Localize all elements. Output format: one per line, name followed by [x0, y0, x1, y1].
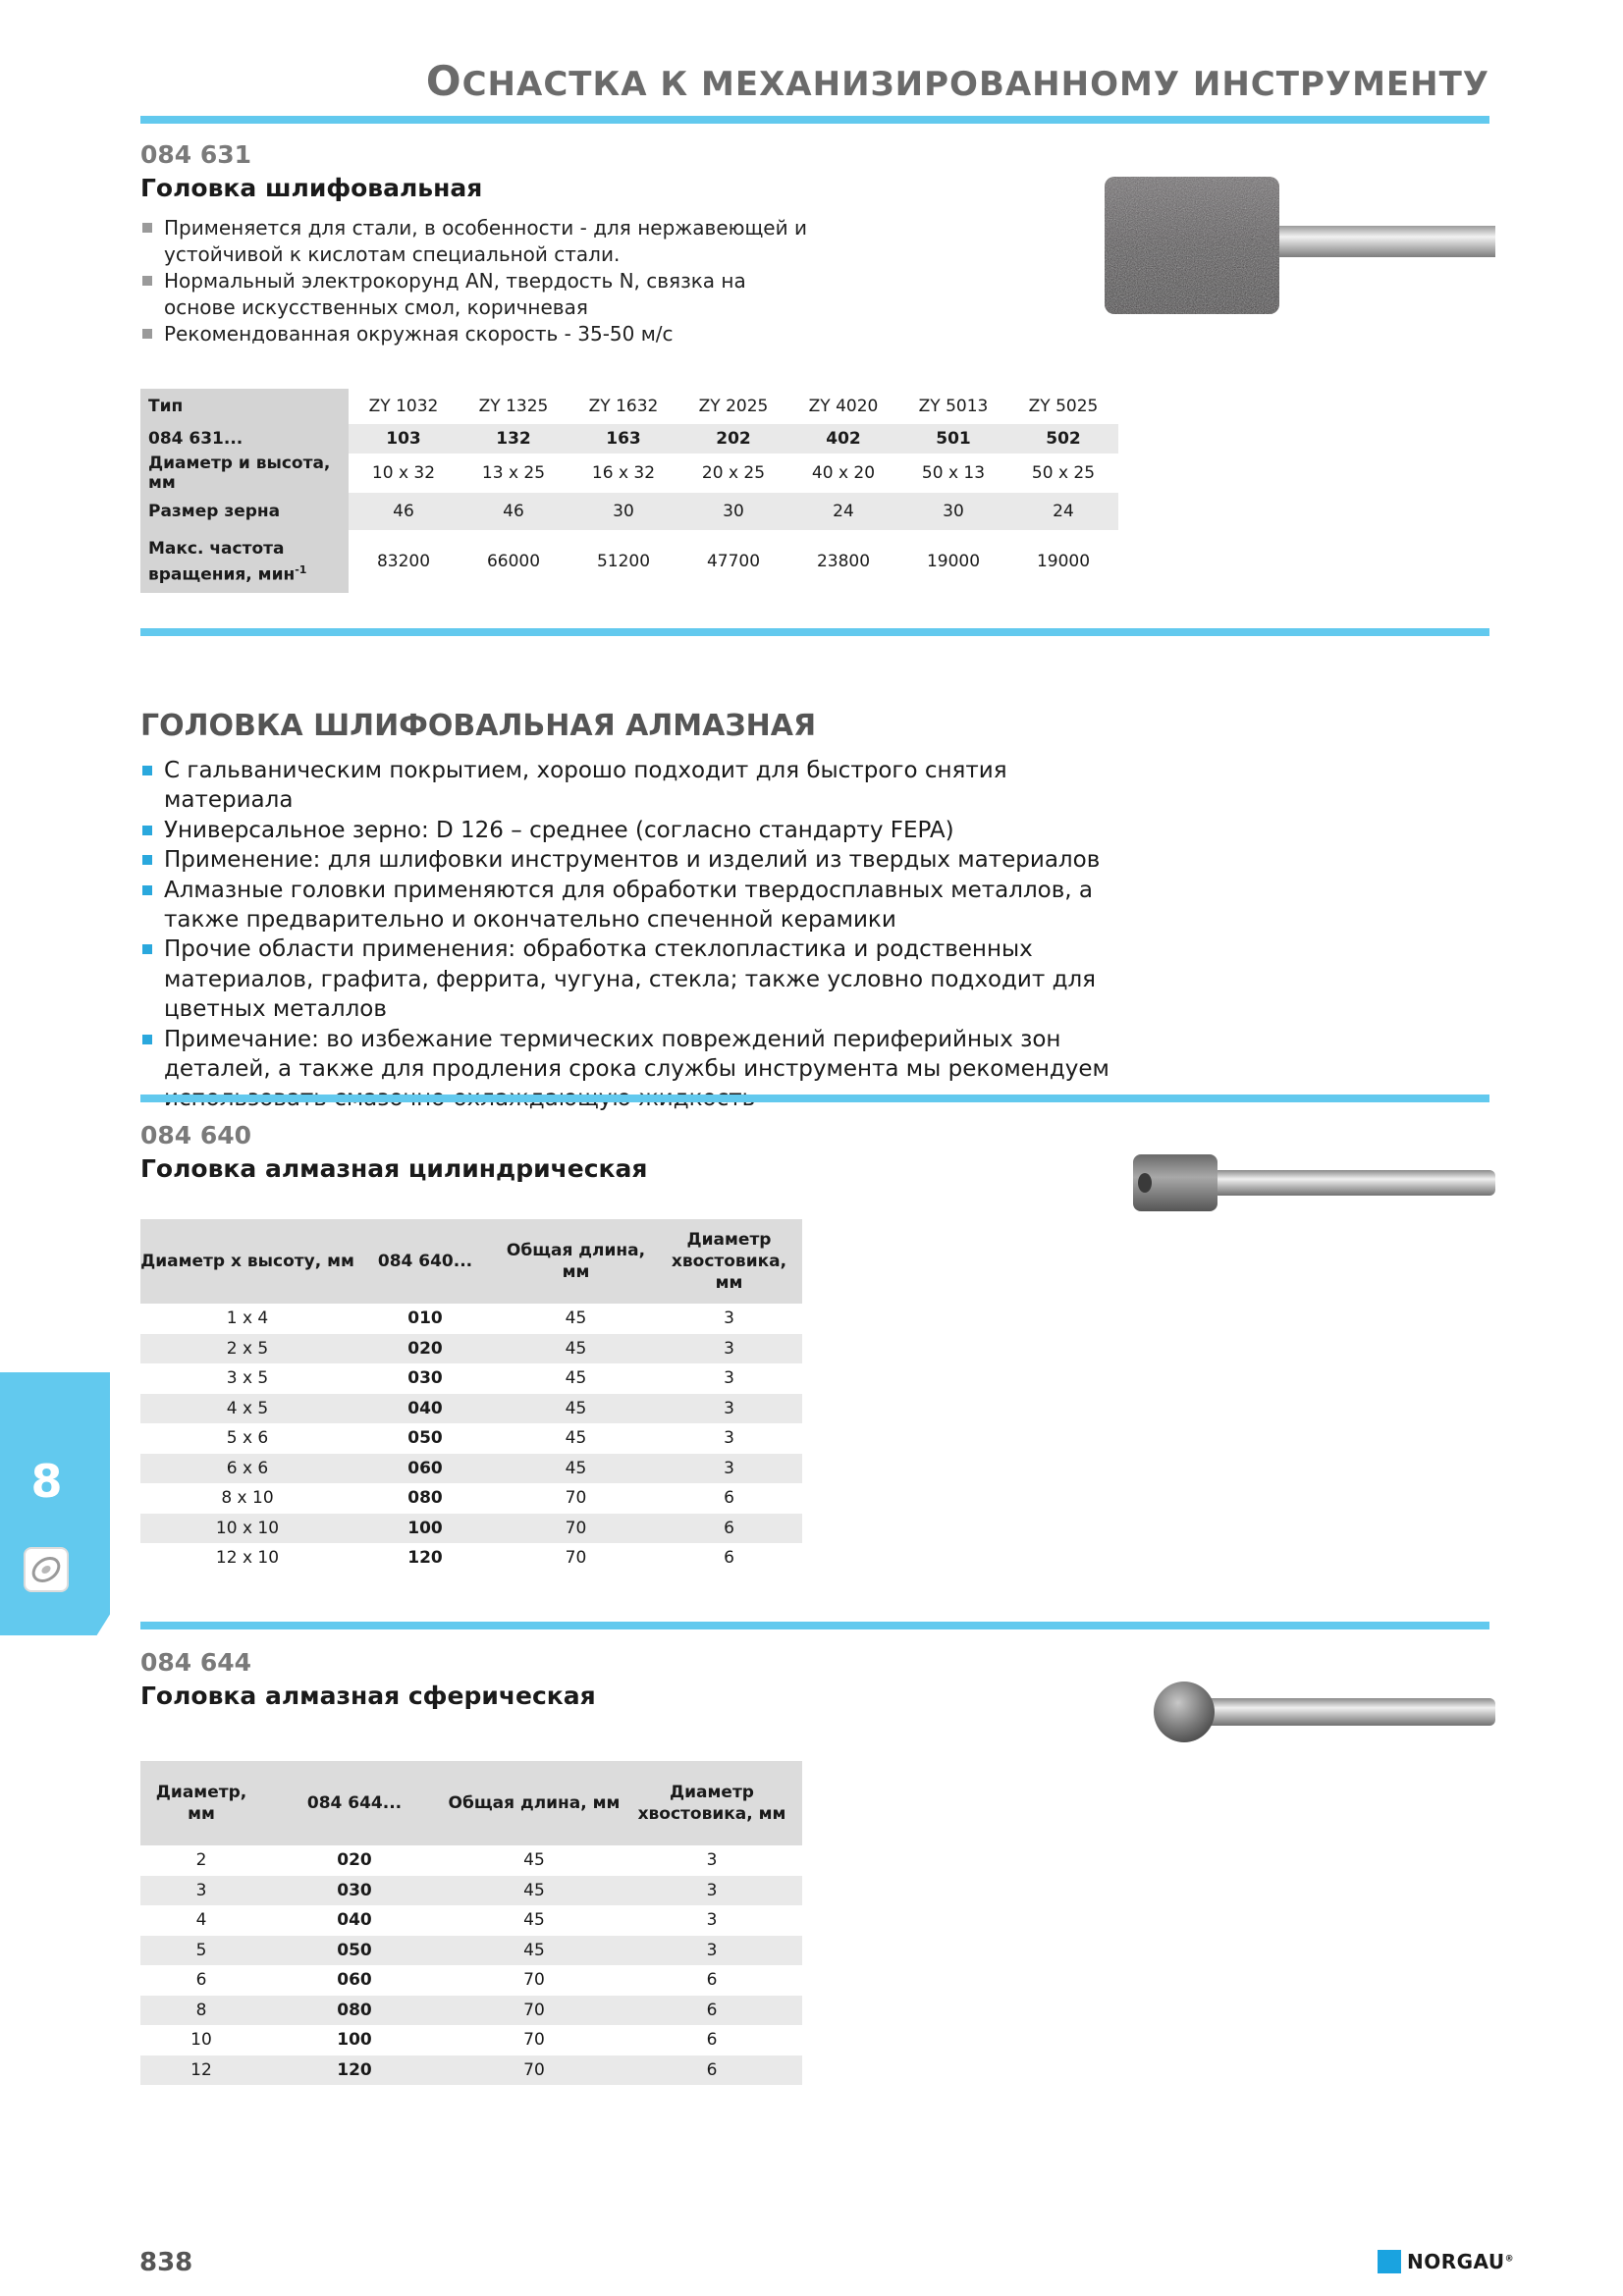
table-cell: 45	[496, 1334, 656, 1364]
table-cell: 6 x 6	[140, 1454, 354, 1484]
table-cell: 24	[788, 493, 898, 530]
spherical-head-image	[1151, 1679, 1497, 1745]
table-row	[140, 1483, 802, 1514]
table-cell: 66000	[486, 552, 541, 571]
table-cell: 030	[262, 1876, 447, 1906]
table-cell: 4 x 5	[140, 1394, 354, 1424]
table-cell: 3	[656, 1334, 802, 1364]
table-cell: 70	[447, 1996, 622, 2026]
table-row	[140, 1845, 802, 1876]
column-header: Общая длина, мм	[447, 1761, 622, 1845]
table-cell: 502	[1008, 424, 1118, 454]
table-cell: 5 x 6	[226, 1428, 269, 1449]
table-cell: 45	[565, 1308, 587, 1329]
table-cell: 3	[656, 1394, 802, 1424]
section-divider	[140, 1622, 1489, 1629]
table-cell: 040	[354, 1394, 496, 1424]
table-cell: 6	[622, 2056, 802, 2086]
table-cell: 3	[140, 1876, 262, 1906]
table-cell: 19000	[926, 552, 981, 571]
table-cell: 45	[565, 1428, 587, 1449]
table-cell: 45	[496, 1454, 656, 1484]
table-cell: 2	[195, 1850, 207, 1871]
section-heading: ГОЛОВКА ШЛИФОВАЛЬНАЯ АЛМАЗНАЯ	[140, 709, 817, 743]
table-header-row	[140, 1761, 802, 1845]
table-cell: 080	[407, 1488, 443, 1509]
section-divider	[140, 1095, 1489, 1102]
table-cell: 6	[706, 1970, 718, 1991]
chapter-number: 8	[30, 1455, 63, 1508]
table-cell: 13 x 25	[481, 463, 546, 483]
table-cell: ZY 1632	[588, 397, 659, 416]
table-cell: 45	[496, 1394, 656, 1424]
table-cell: 5	[140, 1936, 262, 1966]
feature-item: Нормальный электрокорунд AN, твердость N, связка на основе искусственных смол, коричневая	[140, 268, 818, 321]
table-cell: 202	[678, 424, 788, 454]
table-cell: 2 x 5	[140, 1334, 354, 1364]
table-cell: 70	[565, 1548, 587, 1569]
table-cell: 46	[459, 493, 568, 530]
column-header: 084 644...	[262, 1761, 447, 1845]
table-cell: ZY 5025	[1028, 397, 1099, 416]
table-cell: 45	[447, 1876, 622, 1906]
table-cell: 3	[706, 1910, 718, 1931]
table-cell: 45	[447, 1936, 622, 1966]
table-cell: 6	[724, 1548, 734, 1569]
table-cell: 70	[496, 1514, 656, 1544]
table-cell: 6	[656, 1514, 802, 1544]
product-title: Головка алмазная сферическая	[140, 1682, 596, 1710]
table-row	[140, 454, 1118, 493]
table-cell: 100	[354, 1514, 496, 1544]
table-row	[140, 1876, 802, 1906]
table-cell: 30	[898, 493, 1008, 530]
table-cell: 30	[678, 493, 788, 530]
brand-logo: NORGAU®	[1378, 2250, 1514, 2273]
page-number: 838	[139, 2248, 193, 2277]
table-row	[140, 2025, 802, 2056]
table-row	[140, 1454, 802, 1484]
table-cell: 060	[337, 1970, 372, 1991]
table-row	[140, 530, 1118, 593]
table-cell: 50 x 25	[1031, 463, 1096, 483]
product-title: Головка шлифовальная	[140, 174, 483, 202]
table-cell: 6	[724, 1488, 734, 1509]
table-cell: 103	[349, 424, 459, 454]
column-header: Диаметр хвостовика, мм	[656, 1219, 802, 1304]
table-cell: 6	[706, 2030, 718, 2051]
header-rule	[140, 116, 1489, 124]
table-cell: 23800	[816, 552, 871, 571]
table-cell: 8	[140, 1996, 262, 2026]
table-cell: 50 x 13	[921, 463, 986, 483]
feature-item: Алмазные головки применяются для обработки твердосплавных металлов, а также предварительно и окончательно спеченной керамики	[140, 876, 1122, 935]
table-row	[140, 1965, 802, 1996]
table-cell: 3	[622, 1936, 802, 1966]
table-row	[140, 1996, 802, 2026]
feature-item: С гальваническим покрытием, хорошо подходит для быстрого снятия материала	[140, 756, 1122, 816]
feature-item: Прочие области применения: обработка стеклопластика и родственных материалов, графита, феррита, чугуна, стекла; также условно подходит для цветных металлов	[140, 934, 1122, 1024]
table-cell: 3	[706, 1850, 718, 1871]
table-cell: 3 x 5	[226, 1368, 269, 1389]
table-cell: 70	[565, 1488, 587, 1509]
section-divider	[140, 628, 1489, 636]
table-cell: 10 x 32	[371, 463, 436, 483]
product-table	[140, 1761, 802, 2085]
table-cell: 030	[407, 1368, 443, 1389]
product-title: Головка алмазная цилиндрическая	[140, 1154, 648, 1183]
table-cell: 47700	[706, 552, 761, 571]
grinding-head-image	[1103, 175, 1495, 317]
table-cell: 060	[354, 1454, 496, 1484]
table-cell: 83200	[376, 552, 431, 571]
table-row	[140, 424, 1118, 454]
table-cell: 080	[262, 1996, 447, 2026]
logo-mark-icon	[1378, 2250, 1401, 2273]
table-cell: 24	[1008, 493, 1118, 530]
row-label: Макс. частота вращения, мин$^{-1}$	[140, 530, 349, 593]
table-row	[140, 2056, 802, 2086]
column-header: Диаметр, мм	[140, 1761, 262, 1845]
table-cell: 51200	[596, 552, 651, 571]
row-label: Тип	[140, 389, 349, 424]
disc-icon	[24, 1547, 69, 1592]
table-cell: 402	[788, 424, 898, 454]
table-cell: 040	[337, 1910, 372, 1931]
table-cell: 4	[195, 1910, 207, 1931]
table-row	[140, 1334, 802, 1364]
table-cell: 100	[337, 2030, 372, 2051]
table-cell: 132	[459, 424, 568, 454]
article-code: 084 640	[140, 1121, 252, 1149]
row-label: 084 631...	[140, 424, 349, 454]
table-row	[140, 1423, 802, 1454]
table-cell: 10 x 10	[140, 1514, 354, 1544]
table-cell: 3	[724, 1308, 734, 1329]
table-cell: 010	[407, 1308, 443, 1329]
table-cell: 12 x 10	[215, 1548, 280, 1569]
table-cell: ZY 1032	[368, 397, 439, 416]
table-cell: 020	[354, 1334, 496, 1364]
article-code: 084 631	[140, 140, 252, 169]
column-header: 084 640...	[354, 1219, 496, 1304]
table-cell: 20 x 25	[701, 463, 766, 483]
table-cell: 3	[724, 1368, 734, 1389]
table-row	[140, 1363, 802, 1394]
page-header-title: ОСНАСТКА К МЕХАНИЗИРОВАННОМУ ИНСТРУМЕНТУ	[425, 57, 1489, 105]
table-cell: 050	[262, 1936, 447, 1966]
table-cell: 40 x 20	[811, 463, 876, 483]
table-cell: 30	[568, 493, 678, 530]
table-cell: 163	[568, 424, 678, 454]
table-cell: 1 x 4	[226, 1308, 269, 1329]
table-cell: 45	[523, 1910, 545, 1931]
table-cell: 19000	[1036, 552, 1091, 571]
row-label: Диаметр и высота, мм	[140, 454, 349, 493]
table-cell: 16 x 32	[591, 463, 656, 483]
table-cell: 6	[622, 1996, 802, 2026]
cylindrical-head-image	[1129, 1148, 1497, 1217]
table-row	[140, 1514, 802, 1544]
feature-item: Рекомендованная окружная скорость - 35-50 м/с	[140, 321, 818, 347]
table-cell: 6	[195, 1970, 207, 1991]
table-row	[140, 1543, 802, 1574]
table-cell: 8 x 10	[221, 1488, 274, 1509]
row-label: Размер зерна	[140, 493, 349, 530]
spec-table	[140, 389, 1118, 593]
table-cell: 45	[565, 1368, 587, 1389]
table-cell: 70	[523, 2030, 545, 2051]
table-cell: 120	[262, 2056, 447, 2086]
table-body	[140, 1304, 802, 1574]
table-row	[140, 493, 1118, 530]
table-row	[140, 1304, 802, 1334]
table-cell: 020	[337, 1850, 372, 1871]
table-cell: 3	[724, 1428, 734, 1449]
table-cell: ZY 5013	[918, 397, 989, 416]
table-cell: ZY 1325	[478, 397, 549, 416]
table-cell: 050	[407, 1428, 443, 1449]
table-row	[140, 1394, 802, 1424]
table-cell: 70	[447, 2056, 622, 2086]
table-cell: 70	[523, 1970, 545, 1991]
article-code: 084 644	[140, 1648, 252, 1677]
table-cell: ZY 2025	[698, 397, 769, 416]
table-row	[140, 1905, 802, 1936]
table-row	[140, 1936, 802, 1966]
feature-item: Применяется для стали, в особенности - для нержавеющей и устойчивой к кислотам специальной стали.	[140, 215, 818, 268]
table-cell: 12	[140, 2056, 262, 2086]
table-cell: 120	[407, 1548, 443, 1569]
column-header: Диаметр хвостовика, мм	[622, 1761, 802, 1845]
table-cell: 10	[190, 2030, 212, 2051]
feature-list	[140, 215, 818, 347]
feature-item: Примечание: во избежание термических повреждений периферийных зон деталей, а также для продления срока службы инструмента мы рекомендуем	[140, 1025, 1122, 1114]
table-cell: 45	[523, 1850, 545, 1871]
table-cell: 3	[622, 1876, 802, 1906]
table-cell: 46	[349, 493, 459, 530]
table-cell: 3	[656, 1454, 802, 1484]
column-header: Диаметр х высоту, мм	[140, 1219, 354, 1304]
feature-item: Применение: для шлифовки инструментов и изделий из твердых материалов	[140, 845, 1122, 875]
table-cell: ZY 4020	[808, 397, 879, 416]
table-header-row	[140, 1219, 802, 1304]
column-header: Общая длина, мм	[496, 1219, 656, 1304]
product-table	[140, 1219, 802, 1574]
table-cell: 501	[898, 424, 1008, 454]
table-row	[140, 389, 1118, 424]
table-body	[140, 1845, 802, 2085]
feature-item: Универсальное зерно: D 126 – среднее (согласно стандарту FEPA)	[140, 816, 1122, 845]
feature-list	[140, 756, 1122, 1114]
